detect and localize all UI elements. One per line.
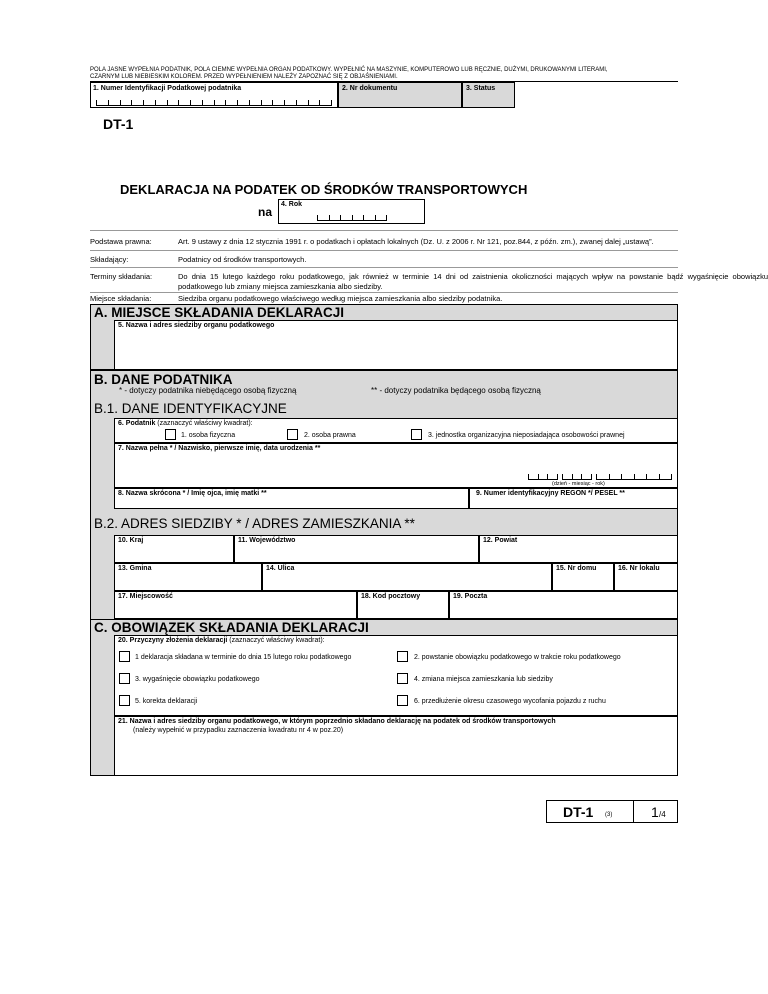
info-table	[90, 230, 768, 303]
comb-tick	[363, 215, 364, 220]
doc-no-field	[338, 82, 462, 108]
field-15-label: 15. Nr domu	[556, 565, 597, 572]
status-field	[462, 82, 515, 108]
form-code: DT-1	[103, 116, 134, 132]
checkbox-jednostka[interactable]	[411, 429, 422, 440]
comb-tick	[671, 474, 672, 479]
place-label: Miejsce składania:	[90, 294, 152, 303]
comb-tick	[591, 474, 592, 479]
reason-6-checkbox[interactable]	[397, 695, 408, 706]
legal-basis-text: Art. 9 ustawy z dnia 12 stycznia 1991 r. o podatkach i opłatach lokalnych (Dz. U. z 2006 r. Nr 121, poz.844, z późn. zm.), zwanej dalej „ustawą”.	[178, 237, 654, 246]
field-11-label: 11. Województwo	[238, 537, 296, 544]
comb-tick	[386, 215, 387, 220]
field-18-label: 18. Kod pocztowy	[361, 593, 421, 600]
year-label: 4. Rok	[281, 201, 303, 208]
section-c-title: C. OBOWIĄZEK SKŁADANIA DEKLARACJI	[94, 620, 369, 635]
field-9[interactable]	[469, 488, 678, 509]
instruction-line-1: POLA JASNE WYPEŁNIA PODATNIK, POLA CIEMNE WYPEŁNIA ORGAN PODATKOWY. WYPEŁNIĆ NA MASZYNIE, KOMPUTEROWO LUB RĘCZNIE, DUŻYMI, DRUKOWANYMI LITERAMI,	[90, 67, 608, 73]
nip-label: 1. Numer Identyfikacji Podatkowej podatnika	[93, 85, 242, 92]
comb-tick	[634, 474, 635, 479]
footer-form-code: DT-1	[563, 804, 594, 820]
field-14[interactable]	[262, 563, 552, 591]
comb-tick	[155, 100, 156, 105]
field-21-note: (należy wypełnić w przypadku zaznaczenia kwadratu nr 4 w poz.20)	[133, 727, 344, 734]
comb-tick	[225, 100, 226, 105]
reason-6-label: 6. przedłużenie okresu czasowego wycofania pojazdu z ruchu	[414, 698, 606, 705]
title-na: na	[258, 205, 273, 219]
field-6-label: 6. Podatnik (zaznaczyć właściwy kwadrat):	[118, 420, 253, 427]
field-16[interactable]	[614, 563, 678, 591]
comb-tick	[562, 474, 563, 479]
checkbox-osoba-prawna[interactable]	[287, 429, 298, 440]
comb-tick	[296, 100, 297, 105]
comb-tick	[621, 474, 622, 479]
section-b	[90, 370, 678, 628]
field-8[interactable]	[114, 488, 469, 509]
comb-tick	[609, 474, 610, 479]
reason-5-checkbox[interactable]	[119, 695, 130, 706]
comb-tick	[120, 100, 121, 105]
comb-tick	[143, 100, 144, 105]
reason-4-checkbox[interactable]	[397, 673, 408, 684]
field-21[interactable]	[114, 716, 678, 776]
checkbox-jednostka-label: 3. jednostka organizacyjna nieposiadająca osobowości prawnej	[428, 432, 625, 439]
field-19-label: 19. Poczta	[453, 593, 488, 600]
field-20	[114, 635, 678, 716]
section-b-note-1: * - dotyczy podatnika niebędącego osobą fizyczną	[119, 386, 297, 395]
comb-tick	[96, 100, 97, 105]
comb-tick	[261, 100, 262, 105]
field-17[interactable]	[114, 591, 357, 619]
field-12-label: 12. Powiat	[483, 537, 518, 544]
footer-page-number: 1	[651, 804, 659, 820]
field-7[interactable]	[114, 443, 678, 488]
reason-3-checkbox[interactable]	[119, 673, 130, 684]
comb-tick	[646, 474, 647, 479]
field-12[interactable]	[479, 535, 678, 563]
comb-tick	[202, 100, 203, 105]
comb-tick	[131, 100, 132, 105]
section-b1-title: B.1. DANE IDENTYFIKACYJNE	[94, 401, 287, 416]
instruction-line-2: CZARNYM LUB NIEBIESKIM KOLOREM. PRZED WYPEŁNIENIEM NALEŻY ZAPOZNAĆ SIĘ Z OBJAŚNIENIAMI.	[90, 74, 398, 80]
comb-tick	[331, 100, 332, 105]
comb-tick	[329, 215, 330, 220]
field-6	[114, 418, 678, 443]
reason-2-label: 2. powstanie obowiązku podatkowego w trakcie roku podatkowego	[414, 654, 621, 661]
checkbox-osoba-fizyczna-label: 1. osoba fizyczna	[181, 432, 236, 439]
comb-tick	[178, 100, 179, 105]
reason-5-label: 5. korekta deklaracji	[135, 698, 198, 705]
nip-comb	[96, 100, 332, 106]
birth-day-comb	[528, 474, 558, 480]
field-10[interactable]	[114, 535, 234, 563]
field-8-label: 8. Nazwa skrócona * / Imię ojca, imię matki **	[118, 490, 267, 497]
field-13[interactable]	[114, 563, 262, 591]
comb-tick	[214, 100, 215, 105]
checkbox-osoba-fizyczna[interactable]	[165, 429, 176, 440]
field-10-label: 10. Kraj	[118, 537, 144, 544]
submitter-label: Składający:	[90, 255, 129, 264]
footer-page-total: /4	[659, 810, 666, 819]
comb-tick	[340, 215, 341, 220]
status-label: 3. Status	[466, 85, 496, 92]
field-5-label: 5. Nazwa i adres siedziby organu podatkowego	[118, 322, 275, 329]
page-title: DEKLARACJA NA PODATEK OD ŚRODKÓW TRANSPORTOWYCH	[120, 182, 528, 197]
reason-1-checkbox[interactable]	[119, 651, 130, 662]
comb-tick	[308, 100, 309, 105]
field-17-label: 17. Miejscowość	[118, 593, 173, 600]
field-21-label: 21. Nazwa i adres siedziby organu podatkowego, w którym poprzednio składano deklarację na podatek od środków transportowych	[118, 718, 556, 725]
comb-tick	[317, 215, 318, 220]
comb-tick	[596, 474, 597, 479]
comb-tick	[528, 474, 529, 479]
footer-version: (3)	[605, 812, 613, 818]
section-c	[90, 619, 678, 776]
doc-no-label: 2. Nr dokumentu	[342, 85, 398, 92]
field-16-label: 16. Nr lokalu	[618, 565, 660, 572]
instructions	[90, 67, 608, 81]
section-b2-title: B.2. ADRES SIEDZIBY * / ADRES ZAMIESZKANIA **	[94, 516, 415, 531]
section-a-title: A. MIEJSCE SKŁADANIA DEKLARACJI	[94, 305, 345, 320]
comb-tick	[538, 474, 539, 479]
year-field[interactable]	[278, 199, 425, 224]
field-18[interactable]	[357, 591, 449, 619]
section-b-note-2: ** - dotyczy podatnika będącego osobą fizyczną	[371, 386, 541, 395]
comb-tick	[190, 100, 191, 105]
nip-field[interactable]	[90, 82, 338, 108]
field-13-label: 13. Gmina	[118, 565, 152, 572]
date-hint: (dzień - miesiąc - rok)	[552, 481, 605, 487]
comb-tick	[659, 474, 660, 479]
checkbox-osoba-prawna-label: 2. osoba prawna	[304, 432, 356, 439]
field-14-label: 14. Ulica	[266, 565, 295, 572]
reason-2-checkbox[interactable]	[397, 651, 408, 662]
comb-tick	[547, 474, 548, 479]
comb-tick	[581, 474, 582, 479]
field-7-label: 7. Nazwa pełna * / Nazwisko, pierwsze imię, data urodzenia **	[118, 445, 321, 452]
section-a	[90, 304, 678, 370]
reason-3-label: 3. wygaśnięcie obowiązku podatkowego	[135, 676, 260, 683]
section-b-title: B. DANE PODATNIKA	[94, 372, 233, 387]
year-comb	[317, 215, 387, 221]
comb-tick	[319, 100, 320, 105]
comb-tick	[572, 474, 573, 479]
comb-tick	[249, 100, 250, 105]
field-19[interactable]	[449, 591, 678, 619]
comb-tick	[108, 100, 109, 105]
reason-4-label: 4. zmiana miejsca zamieszkania lub siedziby	[414, 676, 553, 683]
comb-tick	[352, 215, 353, 220]
field-15[interactable]	[552, 563, 614, 591]
comb-tick	[284, 100, 285, 105]
comb-tick	[272, 100, 273, 105]
submitter-text: Podatnicy od środków transportowych.	[178, 255, 307, 264]
comb-tick	[237, 100, 238, 105]
legal-basis-label: Podstawa prawna:	[90, 237, 152, 246]
comb-tick	[557, 474, 558, 479]
birth-month-comb	[562, 474, 592, 480]
field-9-label: 9. Numer identyfikacyjny REGON */ PESEL **	[476, 490, 625, 497]
comb-tick	[375, 215, 376, 220]
comb-tick	[167, 100, 168, 105]
field-20-label: 20. Przyczyny złożenia deklaracji (zaznaczyć właściwy kwadrat):	[118, 637, 325, 644]
field-11[interactable]	[234, 535, 479, 563]
page-footer	[546, 800, 678, 823]
deadline-label: Terminy składania:	[90, 272, 153, 281]
field-5[interactable]	[114, 320, 678, 370]
birth-year-comb	[596, 474, 672, 480]
deadline-text: Do dnia 15 lutego każdego roku podatkowego, jak również w terminie 14 dni od zaistnienia okoliczności mających wpływ na powstanie bądź wygaśnięcie obowiązku podatkowego lub zmiany miejsca zamieszkania albo siedziby.	[178, 272, 768, 291]
place-text: Siedziba organu podatkowego właściwego według miejsca zamieszkania albo siedziby podatnika.	[178, 294, 503, 303]
reason-1-label: 1 deklaracja składana w terminie do dnia 15 lutego roku podatkowego	[135, 654, 352, 661]
